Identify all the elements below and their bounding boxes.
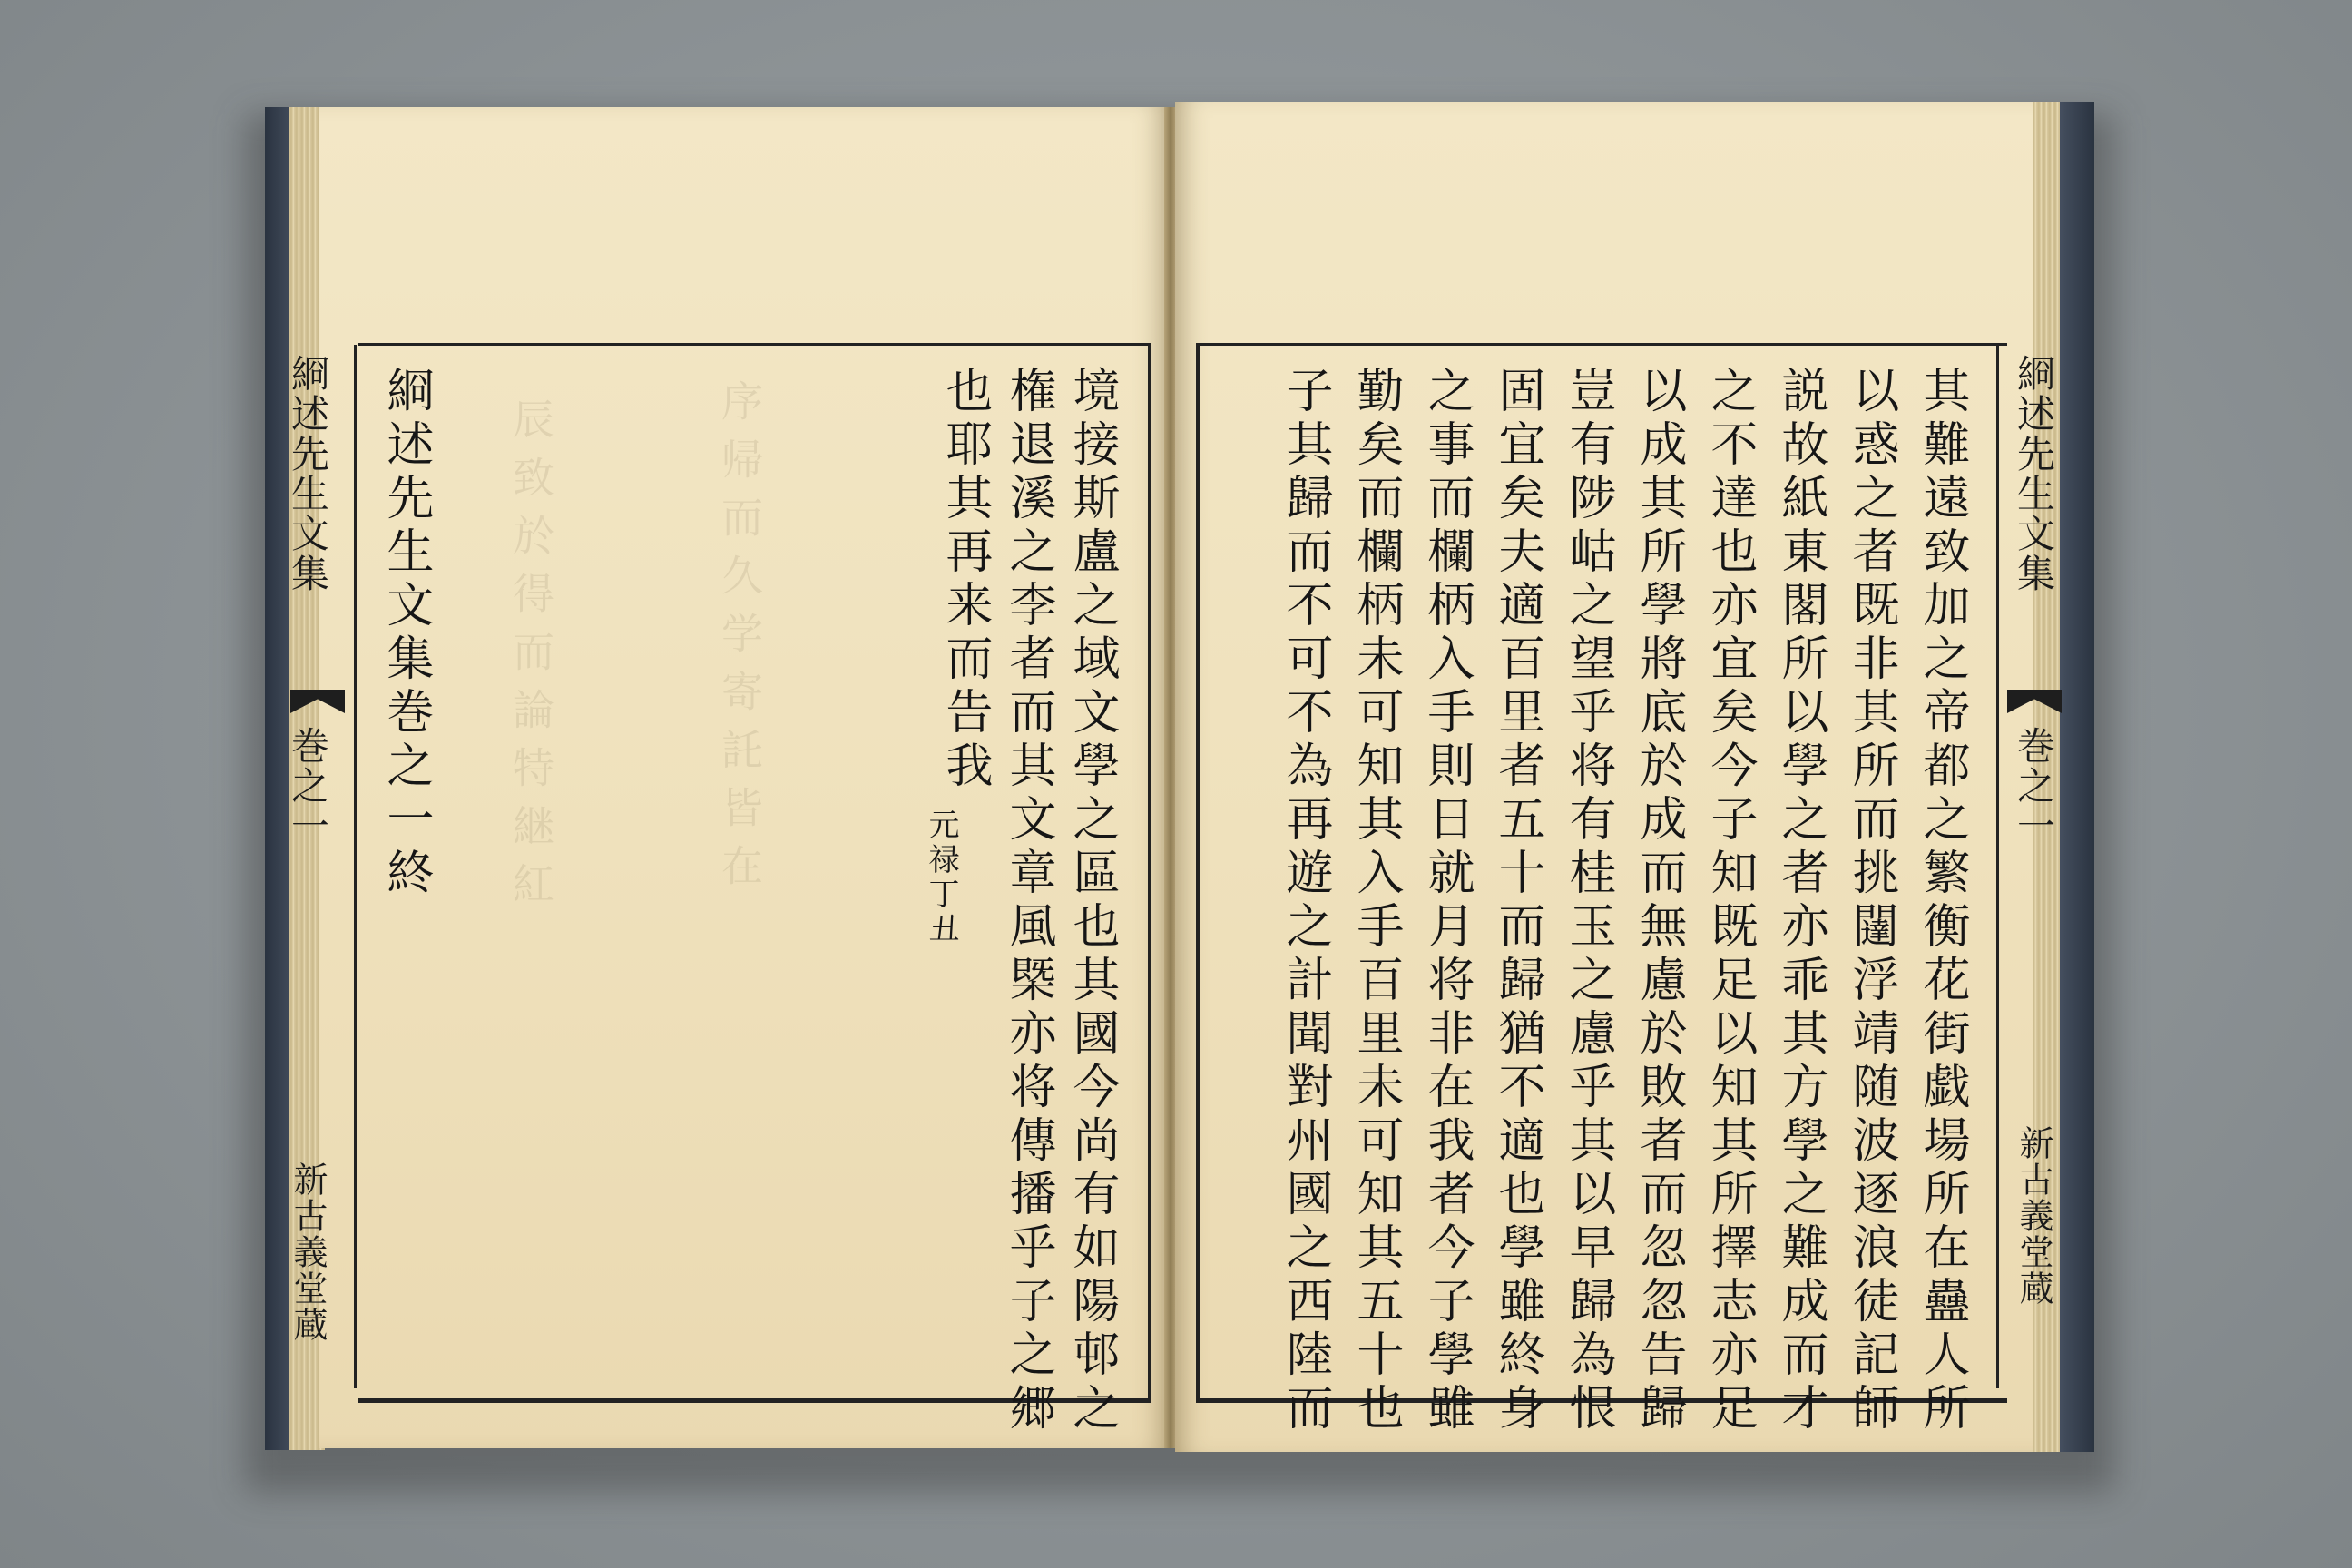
right-page-center-margin (1996, 345, 2069, 1388)
text-column: 勤矣而欄柄未可知其入手百里未可知其五十也 (1348, 366, 1403, 1436)
text-column: 権退溪之李者而其文章風槩亦将傳播乎子之郷 (1001, 366, 1055, 1436)
margin-volume: 巻之一 (286, 726, 330, 846)
margin-publisher: 新古義堂蔵 (2014, 1125, 2053, 1307)
text-column: 子其歸而不可不為再遊之計聞對州國之西陸而 (1278, 366, 1332, 1436)
left-text-frame (358, 343, 1152, 1436)
text-column: 境接斯盧之域文學之區也其國今尚有如陽邨之 (1064, 366, 1119, 1436)
text-column: 固宜矣夫適百里者五十而歸猶不適也學雖終身 (1490, 366, 1544, 1436)
left-page-center-margin (272, 345, 356, 1388)
bleed-through-text: 序帰而久学寄託皆在 (715, 379, 764, 902)
text-column: 其難遠致加之帝都之繁衡花街戯場所在蠱人所 (1915, 366, 1969, 1436)
text-column: 之不達也亦宜矣今子知既足以知其所擇志亦足 (1702, 366, 1757, 1436)
text-column: 豈有陟岵之望乎将有桂玉之慮乎其以早歸為恨 (1561, 366, 1615, 1436)
margin-publisher: 新古義堂蔵 (288, 1161, 328, 1343)
volume-end-title: 綗述先生文集巻之一終 (378, 366, 433, 901)
text-column: 以成其所學將底於成而無慮於敗者而忽忽告歸 (1632, 366, 1686, 1436)
fishtail-mark (290, 690, 345, 713)
margin-volume: 巻之一 (2012, 726, 2056, 846)
text-column: 之事而欄柄入手則日就月将非在我者今子學雖 (1419, 366, 1474, 1436)
text-column: 説故紙東閣所以學之者亦乖其方學之難成而才 (1773, 366, 1828, 1436)
fishtail-mark (2007, 690, 2062, 713)
text-column: 以惑之者既非其所而挑闥浮靖随波逐浪徒記師 (1844, 366, 1898, 1436)
bleed-through-text: 辰致於得而論特継紅 (506, 397, 555, 920)
margin-title: 綗述先生文集 (2012, 354, 2056, 593)
right-text-frame (1196, 343, 2007, 1436)
text-column: 也耶其再来而告我 (937, 366, 992, 794)
margin-title: 綗述先生文集 (286, 354, 330, 593)
date-note: 元禄丁丑 (923, 808, 959, 946)
